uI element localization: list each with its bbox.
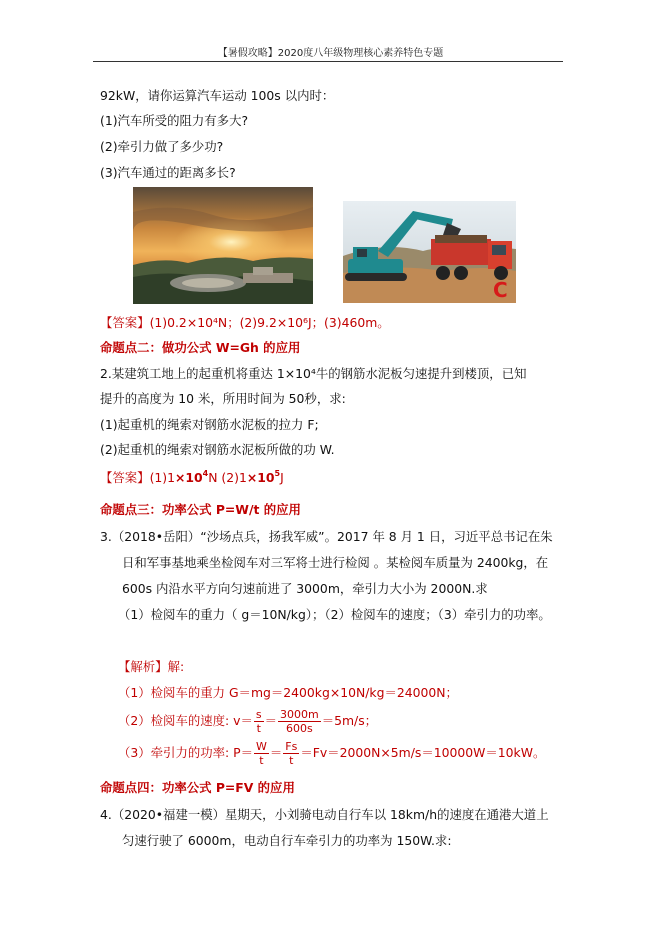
answer-tag: 【答案】 [100, 470, 150, 485]
fraction-numerator: s [255, 708, 262, 721]
header-rule [93, 61, 563, 62]
section-3-title: 功率公式 P=W/t 的应用 [161, 502, 301, 517]
sol2-text: （2）检阅车的速度: v＝ [118, 713, 253, 728]
q3-analysis [118, 657, 184, 675]
sol2-text: ＝ [264, 713, 277, 728]
sunset-landscape-image [133, 187, 313, 304]
q3-line-3: 600s 内沿水平方向匀速前进了 3000m，牵引力大小为 2000N.求 [122, 581, 488, 596]
section-3-prefix: 命题点三： [100, 502, 162, 517]
q3-line-2: 日和军事基地乘坐检阅车对三军将士进行检阅 。某检阅车质量为 2400kg，在 [122, 555, 549, 570]
section-2-prefix: 命题点二： [100, 340, 162, 355]
section-4-heading [100, 778, 295, 796]
q2-part-1: (1)起重机的绳索对钢筋水泥板的拉力 F; [100, 417, 319, 432]
sol3-text: ＝ [269, 745, 283, 760]
q2-answer [100, 468, 284, 486]
q2-answer-part: ×10 [246, 470, 275, 485]
q4-line-2: 匀速行驶了 6000m，电动自行车牵引力的功率为 150W.求: [122, 833, 452, 848]
analysis-tag: 【解析】 [118, 659, 168, 674]
q2-answer-exponent: 4 [202, 469, 209, 478]
section-4-title: 功率公式 P=FV 的应用 [161, 780, 295, 795]
fraction-3000m-over-600s [278, 708, 321, 735]
q3-solution-3 [118, 738, 545, 768]
q3-solution-1: （1）检阅车的重力 G＝mg＝2400kg×10N/kg＝24000N； [118, 685, 458, 700]
q1-answer [100, 313, 390, 331]
q1-intro: 92kW，请你运算汽车运动 100s 以内时： [100, 88, 335, 103]
sol2-text: ＝5m/s； [321, 713, 378, 728]
svg-text:C: C [493, 278, 508, 302]
section-2-title: 做功公式 W=Gh 的应用 [161, 340, 301, 355]
fraction-denominator: t [259, 754, 264, 767]
q2-answer-part: (1)1 [149, 470, 175, 485]
fraction-fs-over-t [283, 740, 299, 767]
q3-solution-2 [118, 706, 377, 736]
q2-answer-part: N (2)1 [208, 470, 247, 485]
q2-answer-exponent: 5 [274, 469, 281, 478]
q4-line-1: 4.（2020•福建一模）星期天，小刘骑电动自行车以 18km/h的速度在通港大道上 [100, 807, 549, 822]
q2-answer-part: ×10 [175, 470, 203, 485]
q3-line-1: 3.（2018•岳阳）“沙场点兵，扬我军威”。2017 年 8 月 1 日，习近平总书记在朱 [100, 529, 553, 544]
page-header: 【暑假攻略】2020度八年级物理核心素养特色专题 [217, 48, 444, 59]
section-4-prefix: 命题点四： [100, 780, 162, 795]
analysis-label: 解: [167, 659, 185, 674]
section-3-heading [100, 500, 301, 518]
fraction-denominator: t [289, 754, 294, 767]
answer-tag: 【答案】 [100, 315, 150, 330]
fraction-s-over-t [254, 708, 264, 735]
fraction-numerator: W [255, 740, 267, 753]
fraction-denominator: t [256, 722, 261, 735]
fraction-numerator: 3000m [279, 708, 319, 721]
fraction-numerator: Fs [285, 740, 298, 753]
sol3-text: （3）牵引力的功率: P＝ [118, 745, 253, 760]
q2-answer-part: J [280, 470, 284, 485]
q1-answer-text: (1)0.2×10⁴N；(2)9.2×10⁶J；(3)460m。 [149, 315, 390, 330]
sol3-text: ＝Fv＝2000N×5m/s＝10000W＝10kW。 [300, 745, 546, 760]
q2-line-2: 提升的高度为 10 米，所用时间为 50秒，求: [100, 391, 346, 406]
fraction-w-over-t [254, 740, 269, 767]
q2-line-1: 2.某建筑工地上的起重机将重达 1×10⁴牛的钢筋水泥板匀速提升到楼顶，已知 [100, 366, 527, 381]
excavator-truck-image [343, 201, 516, 303]
fraction-denominator: 600s [285, 722, 313, 735]
q1-part-1: (1)汽车所受的阻力有多大? [100, 113, 249, 128]
q1-part-3: (3)汽车通过的距离多长? [100, 165, 236, 180]
section-2-heading [100, 338, 300, 356]
q1-part-2: (2)牵引力做了多少功? [100, 139, 224, 154]
q2-part-2: (2)起重机的绳索对钢筋水泥板所做的功 W. [100, 442, 335, 457]
q3-line-4: （1）检阅车的重力（ g＝10N/kg）；（2）检阅车的速度；（3）牵引力的功率。 [118, 607, 551, 622]
